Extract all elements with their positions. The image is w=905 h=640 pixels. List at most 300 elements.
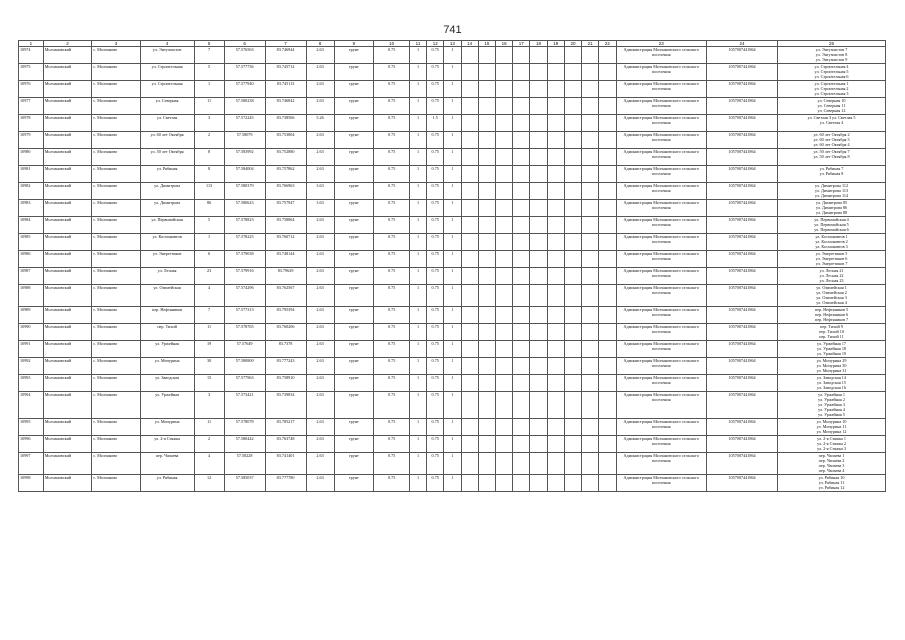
table-row (19, 453, 886, 475)
cell-total-volume: 0.75 (427, 64, 444, 81)
cell-empty (530, 324, 547, 341)
cell-district: Молчановский (43, 419, 91, 436)
served-address: ул. Строительная 1 (814, 81, 849, 86)
cell-volume: 0.75 (374, 64, 410, 81)
cell-ogrn: 1057007441864 (706, 217, 777, 234)
cell-empty (582, 268, 599, 285)
cell-administration: Администрация Молчановского сельского поселения (616, 47, 706, 64)
table-row (19, 475, 886, 492)
cell-empty (478, 132, 495, 149)
cell-empty (599, 251, 616, 268)
cell-empty (495, 285, 512, 307)
table-body (19, 47, 886, 492)
cell-empty (582, 307, 599, 324)
served-address: ул. Уржейная 1 (818, 392, 845, 397)
cell-village: с. Молчаново (92, 285, 140, 307)
cell-served-addresses (778, 375, 886, 392)
cell-empty (582, 234, 599, 251)
cell-empty (599, 234, 616, 251)
cell-street: ул. Первомайская (140, 217, 194, 234)
served-address: ул. Северная 12 (817, 108, 846, 113)
cell-empty (513, 115, 530, 132)
served-address: ул. Димитрова 85 (815, 200, 848, 205)
cell-latitude: 57.57649 (224, 341, 265, 358)
cell-administration: Администрация Молчановского сельского поселения (616, 149, 706, 166)
cell-empty (495, 115, 512, 132)
cell-surface: грунт (334, 98, 374, 115)
served-address: пер. Тихий 11 (819, 334, 844, 339)
cell-count: 1 (409, 98, 426, 115)
cell-empty (495, 419, 512, 436)
cell-empty (564, 200, 581, 217)
cell-area: 2.63 (306, 285, 334, 307)
cell-count: 1 (409, 251, 426, 268)
cell-surface: грунт (334, 132, 374, 149)
cell-longitude: 83.785217 (265, 419, 306, 436)
cell-empty (530, 47, 547, 64)
cell-volume: 0.75 (374, 453, 410, 475)
cell-administration: Администрация Молчановского сельского поселения (616, 132, 706, 149)
cell-street: ул. Мичурина (140, 358, 194, 375)
column-number-18: 18 (530, 41, 547, 47)
cell-served-addresses (778, 98, 886, 115)
cell-longitude: 83.753804 (265, 132, 306, 149)
cell-empty (530, 234, 547, 251)
cell-n: 1 (444, 453, 461, 475)
cell-longitude: 83.777780 (265, 475, 306, 492)
cell-surface: грунт (334, 341, 374, 358)
served-address: ул. Мичурина 30 (816, 363, 847, 368)
cell-ogrn: 1057007441864 (706, 375, 777, 392)
cell-total-volume: 0.75 (427, 98, 444, 115)
cell-empty (564, 475, 581, 492)
cell-id: 10996 (19, 436, 44, 453)
cell-total-volume: 0.75 (427, 324, 444, 341)
cell-ogrn: 1057007441864 (706, 64, 777, 81)
cell-surface: грунт (334, 475, 374, 492)
cell-empty (513, 419, 530, 436)
cell-empty (513, 98, 530, 115)
cell-id: 10974 (19, 47, 44, 64)
table-row (19, 98, 886, 115)
cell-district: Молчановский (43, 64, 91, 81)
column-number-19: 19 (547, 41, 564, 47)
cell-house: 5 (194, 64, 224, 81)
column-number-15: 15 (478, 41, 495, 47)
cell-empty (495, 98, 512, 115)
cell-served-addresses (778, 341, 886, 358)
cell-empty (478, 453, 495, 475)
cell-empty (582, 166, 599, 183)
cell-empty (564, 47, 581, 64)
cell-n: 1 (444, 251, 461, 268)
served-address: ул. Рябиная 10 (818, 475, 845, 480)
cell-n: 1 (444, 375, 461, 392)
column-number-10: 10 (374, 41, 410, 47)
cell-street: ул. Заводская (140, 375, 194, 392)
served-address: ул. Мичурина 12 (816, 429, 847, 434)
cell-empty (599, 149, 616, 166)
cell-empty (495, 183, 512, 200)
cell-count: 1 (409, 419, 426, 436)
cell-street: ул. Уржейная (140, 341, 194, 358)
cell-ogrn: 1057007441864 (706, 419, 777, 436)
cell-district: Молчановский (43, 436, 91, 453)
cell-empty (530, 453, 547, 475)
cell-empty (547, 341, 564, 358)
served-address: пер. Чапаева 2 (818, 458, 845, 463)
served-address: ул. 50 лет Октября 8 (813, 154, 850, 159)
cell-total-volume: 0.75 (427, 358, 444, 375)
cell-volume: 0.75 (374, 358, 410, 375)
cell-n: 1 (444, 132, 461, 149)
cell-total-volume: 0.75 (427, 132, 444, 149)
cell-ogrn: 1057007441864 (706, 115, 777, 132)
cell-empty (478, 358, 495, 375)
cell-empty (547, 453, 564, 475)
table-row (19, 268, 886, 285)
cell-n: 1 (444, 47, 461, 64)
cell-empty (547, 375, 564, 392)
cell-district: Молчановский (43, 81, 91, 98)
cell-served-addresses (778, 115, 886, 132)
cell-ogrn: 1057007441864 (706, 132, 777, 149)
cell-administration: Администрация Молчановского сельского поселения (616, 285, 706, 307)
cell-empty (495, 268, 512, 285)
served-address: ул. Лесная 22 (819, 273, 844, 278)
cell-house: 8 (194, 149, 224, 166)
cell-count: 1 (409, 307, 426, 324)
served-address: ул. Первомайская 4 (814, 217, 849, 222)
cell-surface: грунт (334, 392, 374, 419)
column-number-1: 1 (19, 41, 44, 47)
cell-district: Молчановский (43, 200, 91, 217)
cell-volume: 0.75 (374, 375, 410, 392)
cell-administration: Администрация Молчановского сельского поселения (616, 251, 706, 268)
cell-empty (547, 81, 564, 98)
cell-district: Молчановский (43, 251, 91, 268)
cell-n: 1 (444, 268, 461, 285)
served-address: ул. Уржейная 18 (817, 346, 847, 351)
cell-count: 1 (409, 149, 426, 166)
cell-longitude: 83.7378 (265, 341, 306, 358)
cell-empty (513, 475, 530, 492)
cell-volume: 0.75 (374, 341, 410, 358)
cell-street: ул. Строительная (140, 81, 194, 98)
served-address: ул. Уржейная 19 (817, 351, 847, 356)
cell-ogrn: 1057007441864 (706, 358, 777, 375)
cell-id: 10983 (19, 200, 44, 217)
cell-area: 2.63 (306, 251, 334, 268)
served-address: ул. Димитрова 113 (814, 188, 849, 193)
cell-ogrn: 1057007441864 (706, 285, 777, 307)
cell-district: Молчановский (43, 341, 91, 358)
cell-count: 1 (409, 64, 426, 81)
cell-empty (513, 47, 530, 64)
served-address: ул. 2-я Стяжка 3 (817, 446, 846, 451)
served-address: ул. Заводская 16 (817, 385, 846, 390)
table-row (19, 149, 886, 166)
cell-house: 3 (194, 115, 224, 132)
cell-street: ул. Космонавтов (140, 234, 194, 251)
cell-empty (478, 419, 495, 436)
cell-empty (495, 132, 512, 149)
served-address: пер. Тихий 10 (819, 329, 844, 334)
cell-latitude: 57.578225 (224, 234, 265, 251)
cell-village: с. Молчаново (92, 115, 140, 132)
cell-served-addresses (778, 475, 886, 492)
cell-district: Молчановский (43, 115, 91, 132)
cell-longitude: 83.757862 (265, 166, 306, 183)
cell-empty (547, 251, 564, 268)
cell-empty (582, 149, 599, 166)
cell-empty (461, 132, 478, 149)
cell-area: 3.63 (306, 183, 334, 200)
cell-id: 10980 (19, 149, 44, 166)
cell-empty (513, 341, 530, 358)
cell-longitude: 83.79629 (265, 268, 306, 285)
cell-count: 1 (409, 183, 426, 200)
cell-house: 11 (194, 324, 224, 341)
cell-street: ул. Димитрова (140, 183, 194, 200)
cell-count: 1 (409, 115, 426, 132)
cell-total-volume: 0.75 (427, 251, 444, 268)
cell-area: 2.63 (306, 268, 334, 285)
served-address: ул. Космонавтов 2 (815, 239, 848, 244)
cell-empty (530, 132, 547, 149)
table-row (19, 307, 886, 324)
cell-served-addresses (778, 419, 886, 436)
cell-empty (530, 375, 547, 392)
cell-longitude: 83.763748 (265, 436, 306, 453)
cell-id: 10979 (19, 132, 44, 149)
cell-empty (461, 375, 478, 392)
served-address: пер. Нефтяников 5 (814, 307, 849, 312)
cell-empty (547, 392, 564, 419)
cell-volume: 0.75 (374, 149, 410, 166)
table-row (19, 166, 886, 183)
cell-street: ул. Энергетиков (140, 251, 194, 268)
cell-n: 1 (444, 217, 461, 234)
served-address: ул. Светлая 3 ул. Светлая 5 (807, 115, 856, 120)
cell-empty (599, 436, 616, 453)
cell-id: 10995 (19, 419, 44, 436)
cell-street: ул. Рябиная (140, 166, 194, 183)
cell-empty (599, 453, 616, 475)
cell-administration: Администрация Молчановского сельского поселения (616, 183, 706, 200)
cell-empty (461, 115, 478, 132)
cell-empty (478, 217, 495, 234)
served-address: ул. Строительная 4 (814, 64, 849, 69)
column-number-5: 5 (194, 41, 224, 47)
cell-empty (513, 324, 530, 341)
cell-empty (513, 234, 530, 251)
cell-n: 1 (444, 307, 461, 324)
cell-total-volume: 0.75 (427, 268, 444, 285)
cell-empty (564, 419, 581, 436)
cell-empty (513, 183, 530, 200)
cell-empty (478, 183, 495, 200)
column-number-24: 24 (706, 41, 777, 47)
cell-area: 2.63 (306, 132, 334, 149)
cell-area: 2.63 (306, 341, 334, 358)
cell-empty (547, 234, 564, 251)
cell-count: 1 (409, 200, 426, 217)
cell-empty (530, 98, 547, 115)
cell-area: 2.63 (306, 453, 334, 475)
cell-district: Молчановский (43, 47, 91, 64)
cell-ogrn: 1057007441864 (706, 341, 777, 358)
cell-house: 5 (194, 217, 224, 234)
cell-empty (599, 419, 616, 436)
cell-latitude: 57.585037 (224, 475, 265, 492)
cell-surface: грунт (334, 149, 374, 166)
cell-empty (582, 132, 599, 149)
cell-empty (461, 475, 478, 492)
served-address: пер. Нефтяников 7 (814, 317, 849, 322)
cell-empty (547, 436, 564, 453)
served-address: пер. Чапаева 1 (818, 453, 845, 458)
served-address: ул. Энергетиков 7 (815, 261, 848, 266)
served-address: ул. Димитрова 86 (815, 205, 848, 210)
cell-empty (461, 149, 478, 166)
served-address: ул. Строительная 2 (814, 86, 849, 91)
cell-area: 5.26 (306, 115, 334, 132)
cell-empty (530, 285, 547, 307)
cell-village: с. Молчаново (92, 200, 140, 217)
cell-empty (530, 81, 547, 98)
cell-n: 1 (444, 324, 461, 341)
cell-district: Молчановский (43, 307, 91, 324)
cell-empty (478, 64, 495, 81)
cell-empty (513, 268, 530, 285)
cell-empty (582, 251, 599, 268)
cell-count: 1 (409, 81, 426, 98)
cell-empty (564, 115, 581, 132)
cell-district: Молчановский (43, 149, 91, 166)
cell-total-volume: 0.75 (427, 341, 444, 358)
cell-empty (530, 149, 547, 166)
cell-empty (582, 98, 599, 115)
cell-id: 10982 (19, 183, 44, 200)
cell-empty (547, 268, 564, 285)
cell-ogrn: 1057007441864 (706, 200, 777, 217)
cell-surface: грунт (334, 234, 374, 251)
table-row (19, 392, 886, 419)
table-row (19, 81, 886, 98)
cell-total-volume: 0.75 (427, 200, 444, 217)
table-row (19, 285, 886, 307)
cell-area: 2.63 (306, 392, 334, 419)
cell-total-volume: 0.75 (427, 183, 444, 200)
cell-empty (530, 115, 547, 132)
cell-count: 1 (409, 375, 426, 392)
cell-served-addresses (778, 64, 886, 81)
cell-volume: 0.75 (374, 98, 410, 115)
cell-latitude: 57.572245 (224, 115, 265, 132)
cell-volume: 0.75 (374, 475, 410, 492)
cell-surface: грунт (334, 307, 374, 324)
cell-longitude: 83.760206 (265, 324, 306, 341)
cell-empty (564, 81, 581, 98)
cell-n: 1 (444, 436, 461, 453)
cell-volume: 0.75 (374, 436, 410, 453)
cell-empty (564, 392, 581, 419)
cell-area: 2.63 (306, 166, 334, 183)
cell-empty (513, 392, 530, 419)
cell-empty (530, 64, 547, 81)
cell-surface: грунт (334, 251, 374, 268)
cell-latitude: 57.573421 (224, 392, 265, 419)
cell-empty (599, 392, 616, 419)
cell-empty (599, 81, 616, 98)
cell-empty (547, 358, 564, 375)
cell-longitude: 83.760712 (265, 234, 306, 251)
cell-empty (461, 285, 478, 307)
cell-empty (513, 251, 530, 268)
cell-longitude: 83.745712 (265, 64, 306, 81)
cell-id: 10988 (19, 285, 44, 307)
cell-street: ул. Озимейская (140, 285, 194, 307)
cell-empty (547, 419, 564, 436)
cell-empty (547, 183, 564, 200)
cell-empty (495, 307, 512, 324)
cell-latitude: 57.580800 (224, 358, 265, 375)
cell-n: 1 (444, 358, 461, 375)
cell-count: 1 (409, 166, 426, 183)
served-address: пер. Тихий 9 (820, 324, 843, 329)
cell-street: ул. Лесная (140, 268, 194, 285)
cell-village: с. Молчаново (92, 64, 140, 81)
cell-latitude: 57.58228 (224, 453, 265, 475)
cell-longitude: 83.762567 (265, 285, 306, 307)
cell-latitude: 57.584004 (224, 166, 265, 183)
served-address: ул. 50 лет Октября 7 (813, 149, 850, 154)
cell-empty (547, 115, 564, 132)
cell-administration: Администрация Молчановского сельского поселения (616, 307, 706, 324)
cell-empty (599, 200, 616, 217)
cell-empty (599, 475, 616, 492)
cell-village: с. Молчаново (92, 81, 140, 98)
cell-house: 15 (194, 375, 224, 392)
cell-street: ул. Мичурина (140, 419, 194, 436)
cell-village: с. Молчаново (92, 419, 140, 436)
cell-id: 10984 (19, 217, 44, 234)
cell-empty (582, 324, 599, 341)
cell-street: ул. Уржейная (140, 392, 194, 419)
cell-longitude: 83.739834 (265, 392, 306, 419)
column-number-4: 4 (140, 41, 194, 47)
cell-latitude: 57.578823 (224, 217, 265, 234)
cell-volume: 0.75 (374, 81, 410, 98)
cell-count: 1 (409, 392, 426, 419)
cell-house: 3 (194, 392, 224, 419)
cell-longitude: 83.748144 (265, 251, 306, 268)
cell-empty (582, 341, 599, 358)
cell-village: с. Молчаново (92, 324, 140, 341)
cell-n: 1 (444, 285, 461, 307)
cell-empty (547, 217, 564, 234)
cell-empty (547, 47, 564, 64)
cell-district: Молчановский (43, 268, 91, 285)
cell-empty (599, 166, 616, 183)
cell-village: с. Молчаново (92, 358, 140, 375)
cell-ogrn: 1057007441864 (706, 307, 777, 324)
served-address: ул. Космонавтов 1 (815, 234, 848, 239)
cell-empty (461, 358, 478, 375)
cell-empty (461, 251, 478, 268)
column-number-17: 17 (513, 41, 530, 47)
